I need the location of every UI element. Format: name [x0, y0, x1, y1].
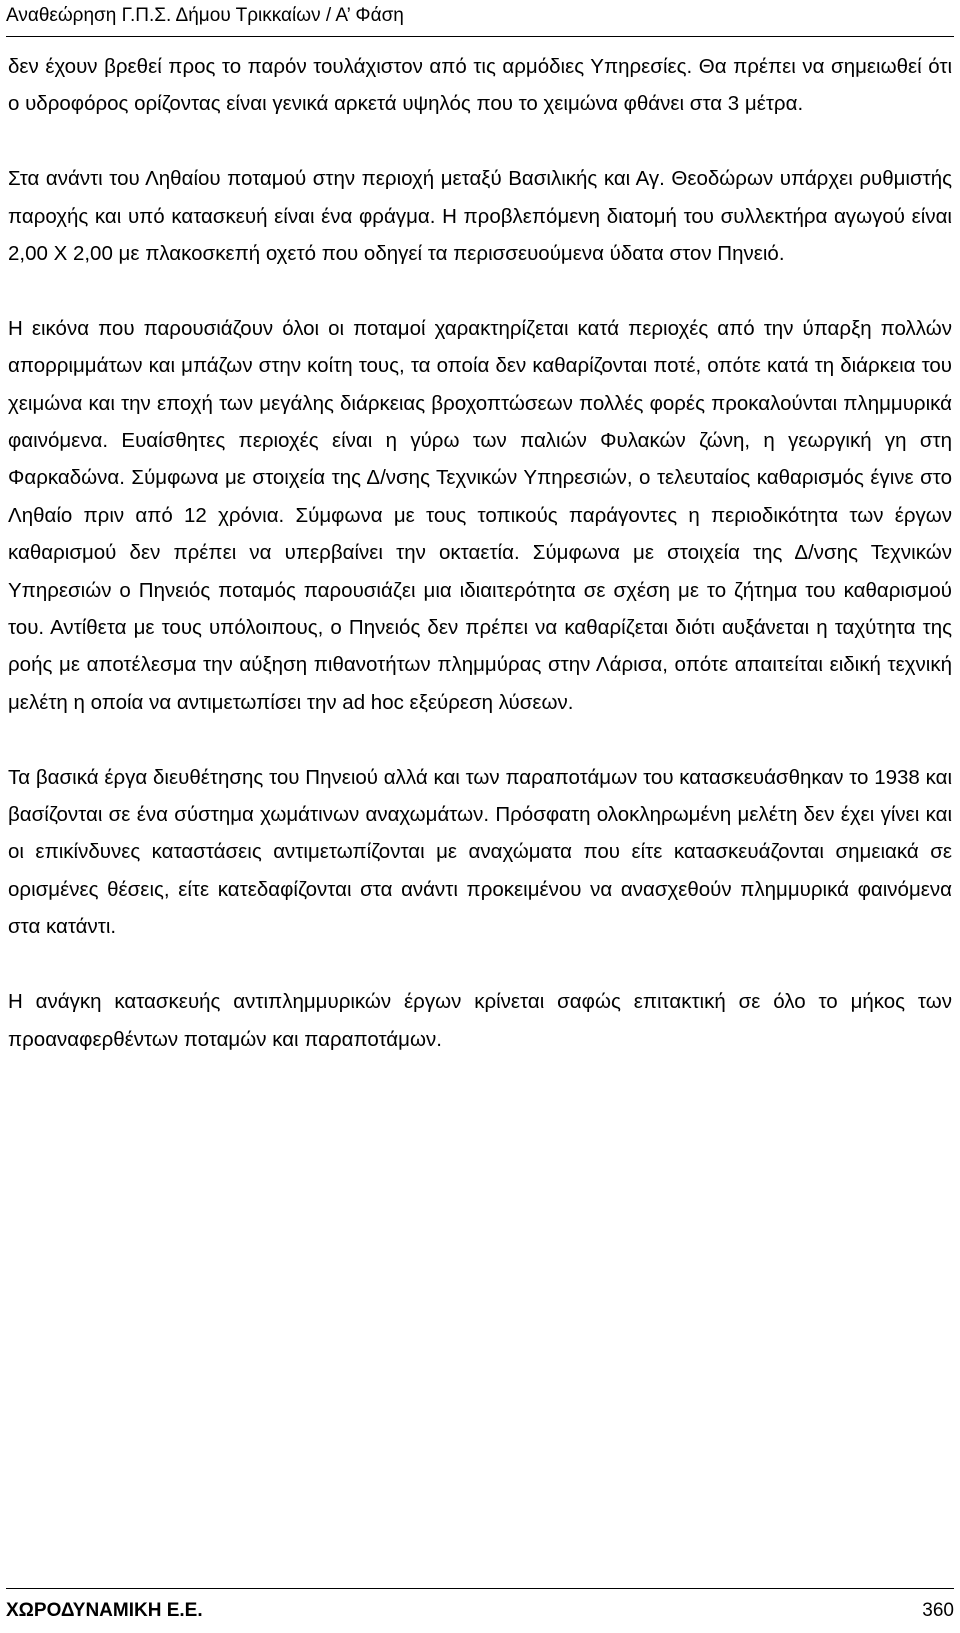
header-title: Αναθεώρηση Γ.Π.Σ. Δήμου Τρικκαίων / Α’ Φάση [6, 5, 404, 26]
page-footer [6, 1588, 954, 1629]
paragraph-5: Η ανάγκη κατασκευής αντιπλημμυρικών έργων κρίνεται σαφώς επιτακτική σε όλο το μήκος των προαναφερθέντων ποταμών και παραποτάμων. [8, 990, 952, 1051]
paragraph-3: Η εικόνα που παρουσιάζουν όλοι οι ποταμοί χαρακτηρίζεται κατά περιοχές από την ύπαρξη πολλών απορριμμάτων και μπάζων στην κοίτη τους, τα οποία δεν καθαρίζονται ποτέ, οπότε κατά τη διάρκεια του χειμώνα και την εποχή των μεγάλης διάρκειας βροχοπτώσεων πολλές φορές προκαλούνται πλημμυρικά φαινόμενα. Ευαίσθητες περιοχές είναι η γύρω των παλιών Φυλακών ζώνη, η γεωργική γη στη Φαρκαδώνα. Σύμφωνα με στοιχεία της Δ/νσης Τεχνικών Υπηρεσιών, ο τελευταίος καθαρισμός έγινε στο Ληθαίο πριν από 12 χρόνια. Σύμφωνα με τους τοπικούς παράγοντες η περιοδικότητα των έργων καθαρισμού δεν πρέπει να υπερβαίνει την οκταετία. Σύμφωνα με στοιχεία της Δ/νσης Τεχνικών Υπηρεσιών ο Πηνειός ποταμός παρουσιάζει μια ιδιαιτερότητα σε σχέση με το ζήτημα του καθαρισμού του. Αντίθετα με τους υπόλοιπους, ο Πηνειός δεν πρέπει να καθαρίζεται διότι αυξάνεται η ταχύτητα της ροής με αποτέλεσμα την αύξηση πιθανοτήτων πλημμύρας στην Λάρισα, οπότε απαιτείται ειδική τεχνική μελέτη η οποία να αντιμετωπίσει την ad hoc εξεύρεση λύσεων. [8, 316, 952, 714]
paragraph-2: Στα ανάντι του Ληθαίου ποταμού στην περιοχή μεταξύ Βασιλικής και Αγ. Θεοδώρων υπάρχει ρυθμιστής παροχής και υπό κατασκευή είναι ένα φράγμα. Η προβλεπόμενη διατομή του συλλεκτήρα αγωγού είναι 2,00 Χ 2,00 με πλακοσκεπή οχετό που οδηγεί τα περισσευούμενα ύδατα στον Πηνειό. [8, 167, 952, 266]
paragraph-1: δεν έχουν βρεθεί προς το παρόν τουλάχιστον από τις αρμόδιες Υπηρεσίες. Θα πρέπει να σημειωθεί ότι ο υδροφόρος ορίζοντας είναι γενικά αρκετά υψηλός που το χειμώνα φθάνει στα 3 μέτρα. [8, 55, 952, 116]
page-header [6, 4, 954, 37]
paragraph-4: Τα βασικά έργα διευθέτησης του Πηνειού αλλά και των παραποτάμων του κατασκευάσθηκαν το 1938 και βασίζονται σε ένα σύστημα χωμάτινων αναχωμάτων. Πρόσφατη ολοκληρωμένη μελέτη δεν έχει γίνει και οι επικίνδυνες καταστάσεις αντιμετωπίζονται με αναχώματα που είτε κατασκευάζονται σημειακά σε ορισμένες θέσεις, είτε κατεδαφίζονται στα ανάντι προκειμένου να ανασχεθούν πλημμυρικά φαινόμενα στα κατάντι. [8, 765, 952, 939]
footer-company: ΧΩΡΟΔΥΝΑΜΙΚΗ Ε.Ε. [6, 1600, 203, 1621]
page-number: 360 [922, 1600, 954, 1621]
document-body [8, 48, 952, 1058]
